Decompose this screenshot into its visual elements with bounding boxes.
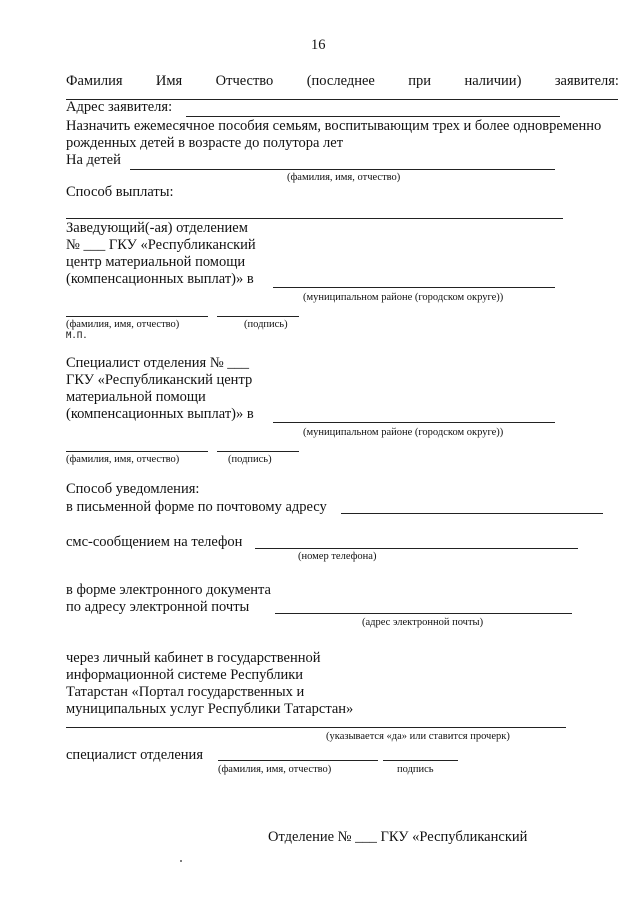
specialist-line-4: (компенсационных выплат)» в [66,406,254,422]
specialist-district-line[interactable] [273,422,555,423]
payment-method-line[interactable] [66,218,563,219]
notification-cabinet-4: муниципальных услуг Республики Татарстан» [66,701,354,717]
address-label: Адрес заявителя: [66,99,173,115]
email-caption: (адрес электронной почты) [362,617,484,628]
footer-fio-line[interactable] [218,760,378,761]
header-word: (последнее [306,73,375,89]
head-district-caption: (муниципальном районе (городском округе)) [303,292,504,303]
assign-text-1: Назначить ежемесячное пособия семьям, воспитывающим трех и более одновременно [66,118,602,134]
notification-label: Способ уведомления: [66,481,200,497]
specialist-line-1: Специалист отделения № ___ [66,355,250,371]
specialist-line-2: ГКУ «Республиканский центр [66,372,253,388]
notification-sms: смс-сообщением на телефон [66,534,243,550]
postal-line[interactable] [341,513,603,514]
page-number: 16 [311,37,326,53]
specialist-line-3: материальной помощи [66,389,206,405]
footer-specialist-label: специалист отделения [66,747,203,763]
specialist-fio-line[interactable] [66,451,208,452]
head-line-4: (компенсационных выплат)» в [66,271,254,287]
head-signature-caption: (подпись) [244,319,288,330]
header-word: при [408,73,432,89]
scan-speck [180,860,182,862]
head-district-line[interactable] [273,287,555,288]
header-word: Отчество [215,73,274,89]
head-fio-caption: (фамилия, имя, отчество) [66,319,180,330]
payment-method-label: Способ выплаты: [66,184,174,200]
head-line-1: Заведующий(-ая) отделением [66,220,248,236]
children-caption: (фамилия, имя, отчество) [287,172,401,183]
header-word: Имя [155,73,183,89]
applicant-name-header [66,73,619,90]
sms-caption: (номер телефона) [298,551,377,562]
notification-email-1: в форме электронного документа [66,582,271,598]
specialist-signature-caption: (подпись) [228,454,272,465]
specialist-signature-line[interactable] [217,451,299,452]
head-fio-line[interactable] [66,316,208,317]
specialist-district-caption: (муниципальном районе (городском округе)) [303,427,504,438]
head-line-3: центр материальной помощи [66,254,246,270]
notification-cabinet-2: информационной системе Республики [66,667,304,683]
header-word: Фамилия [66,73,123,89]
header-word: наличии) [464,73,522,89]
email-line[interactable] [275,613,572,614]
notification-postal: в письменной форме по почтовому адресу [66,499,327,515]
sms-line[interactable] [255,548,578,549]
footer-department: Отделение № ___ ГКУ «Республиканский [268,829,528,845]
footer-signature-line[interactable] [383,760,458,761]
head-signature-line[interactable] [217,316,299,317]
specialist-fio-caption: (фамилия, имя, отчество) [66,454,180,465]
notification-cabinet-1: через личный кабинет в государственной [66,650,321,666]
stamp-mark: М.П. [66,331,88,341]
children-line[interactable] [130,169,555,170]
cabinet-mark-line[interactable] [66,727,566,728]
children-label: На детей [66,152,121,168]
footer-signature-caption: подпись [397,764,434,775]
address-line[interactable] [186,116,560,117]
footer-fio-caption: (фамилия, имя, отчество) [218,764,332,775]
assign-text-2: рожденных детей в возрасте до полутора лет [66,135,344,151]
notification-email-2: по адресу электронной почты [66,599,250,615]
notification-cabinet-3: Татарстан «Портал государственных и [66,684,305,700]
header-word: заявителя: [554,73,619,89]
cabinet-mark-caption: (указывается «да» или ставится прочерк) [326,731,510,742]
head-line-2: № ___ ГКУ «Республиканский [66,237,256,253]
